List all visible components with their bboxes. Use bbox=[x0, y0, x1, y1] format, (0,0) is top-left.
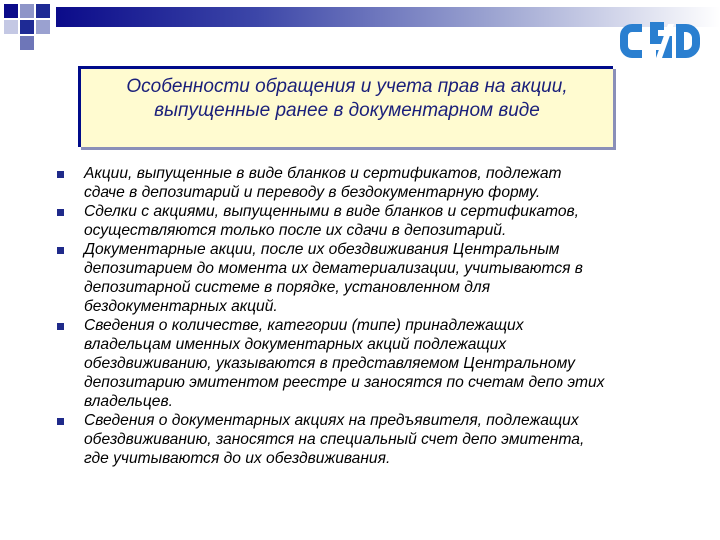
bullet-list bbox=[56, 164, 696, 468]
bullet-line: владельцам именных документарных акций подлежащих bbox=[84, 336, 507, 353]
square-bullet-icon bbox=[57, 418, 64, 425]
bullet-line: осуществляются только после их сдачи в депозитарий. bbox=[84, 222, 507, 239]
bullet-line: сдаче в депозитарий и переводу в бездокументарную форму. bbox=[84, 184, 541, 201]
bullet-line: Сделки с акциями, выпущенными в виде бланков и сертификатов, bbox=[84, 203, 579, 220]
bullet-line: депозитарию эмитентом реестре и заносятся по счетам депо этих bbox=[84, 374, 605, 391]
bullet-line: где учитываются до их обездвиживания. bbox=[84, 450, 391, 467]
square-bullet-icon bbox=[57, 209, 64, 216]
bullet-line: бездокументарных акций. bbox=[84, 298, 278, 315]
bullet-item-1 bbox=[56, 164, 696, 202]
title-box bbox=[78, 66, 613, 147]
bullet-line: обездвиживанию, заносятся на специальный счет депо эмитента, bbox=[84, 431, 585, 448]
bullet-line: владельцев. bbox=[84, 393, 173, 410]
bullet-line: обездвиживанию, указываются в представляемом Центральному bbox=[84, 355, 575, 372]
bullet-item-2 bbox=[56, 202, 696, 240]
bullet-line: Акции, выпущенные в виде бланков и сертификатов, подлежат bbox=[84, 165, 562, 182]
slide-title-line-2: выпущенные ранее в документарном виде bbox=[154, 100, 540, 121]
bullet-line: депозитарной системе в порядке, установленном для bbox=[84, 279, 491, 296]
bullet-item-5 bbox=[56, 411, 696, 468]
bullet-line: депозитарием до момента их дематериализации, учитываются в bbox=[84, 260, 583, 277]
square-bullet-icon bbox=[57, 247, 64, 254]
bullet-line: Документарные акции, после их обездвиживания Центральным bbox=[84, 241, 560, 258]
bullet-item-4 bbox=[56, 316, 696, 411]
square-bullet-icon bbox=[57, 323, 64, 330]
bullet-line: Сведения о документарных акциях на предъявителя, подлежащих bbox=[84, 412, 579, 429]
bullet-line: Сведения о количестве, категории (типе) принадлежащих bbox=[84, 317, 524, 334]
square-bullet-icon bbox=[57, 171, 64, 178]
slide-title-line-1: Особенности обращения и учета прав на акции, bbox=[126, 76, 568, 97]
bullet-item-3 bbox=[56, 240, 696, 316]
slide-title bbox=[81, 75, 613, 123]
csd-logo bbox=[618, 20, 704, 62]
